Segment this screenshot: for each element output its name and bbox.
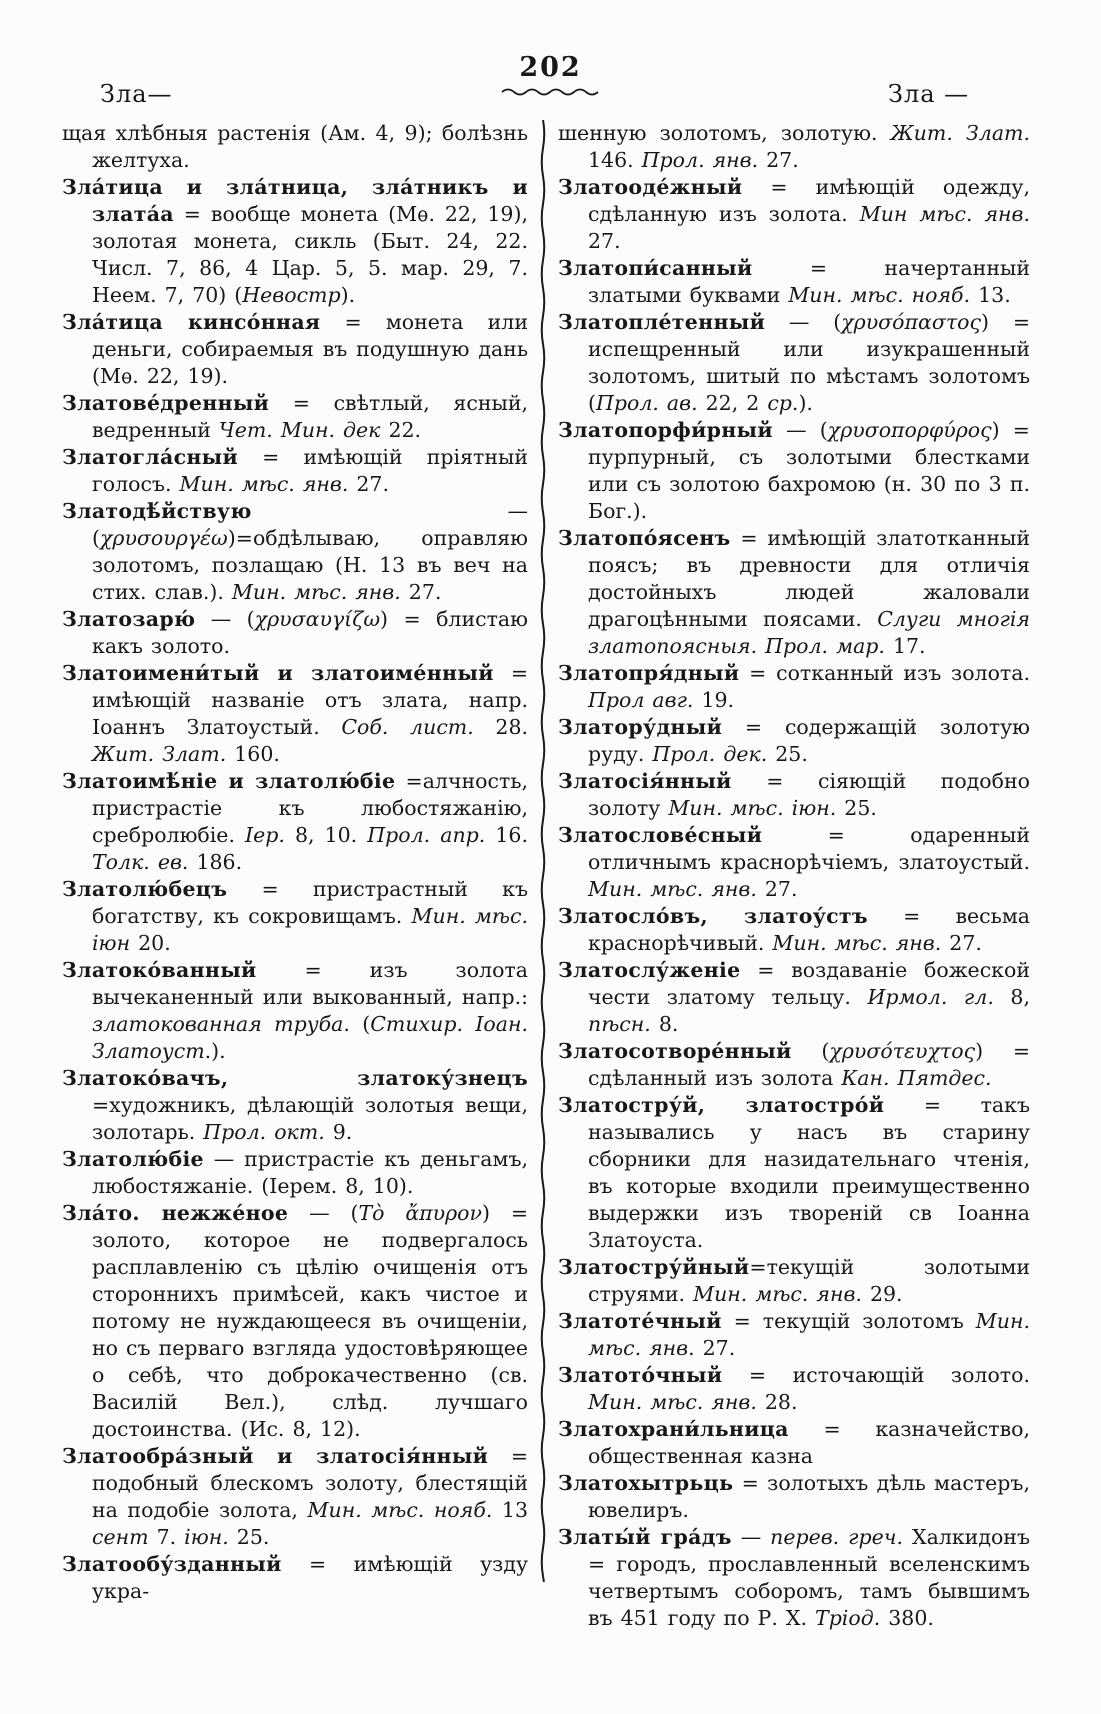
dictionary-entry — [558, 255, 1030, 309]
entry-text: 146. — [588, 148, 642, 172]
reference-text: Мин. мѣс. янв. — [231, 580, 401, 604]
entry-text: — ( — [288, 1201, 359, 1225]
entry-text: = содержащій золотую руду. — [588, 715, 1030, 766]
entry-text: = пристрастный къ богатству, къ сокровищамъ. — [92, 877, 528, 928]
dictionary-entry — [558, 417, 1030, 525]
reference-text: Мин. мѣс. янв. — [693, 1282, 862, 1306]
headword: Златоимѣ́ніе и златолю́біе — [62, 769, 396, 793]
entry-text: ) = испещренный или изукрашенный золотомъ, шитый по мѣстамъ золотомъ ( — [588, 310, 1030, 415]
entry-text: = такъ назывались у насъ въ старину сборники для назидательнаго чтенія, въ которые входили преимущественно выдержки изъ твореній св Іоанна Златоуста. — [588, 1093, 1030, 1252]
dictionary-entry — [558, 768, 1030, 822]
entry-text: — пристрастіе къ деньгамъ, любостяжаніе. (Іерем. 8, 10). — [92, 1147, 528, 1198]
dictionary-entry — [558, 1470, 1030, 1524]
greek-text: Τὸ ἄπυρον — [358, 1201, 482, 1225]
entry-text: = монета или деньги, собираемыя въ подушную дань (Мѳ. 22, 19). — [92, 310, 528, 388]
greek-text: χρυσαυγίζω — [254, 607, 381, 631]
entry-text: 380. — [880, 1606, 934, 1630]
headword: Златообра́зный и златосія́нный — [62, 1444, 489, 1468]
entry-text: 20. — [130, 931, 171, 955]
text-columns — [62, 120, 1030, 1632]
headword: Златопря́дный — [558, 661, 740, 685]
entry-text: = вообще монета (Мѳ. 22, 19), золотая монета, сикль (Быт. 24, 22. Числ. 7, 86, 4 Цар. 5, 5. мар. 29, 7. Неем. 7, 70) ( — [92, 202, 528, 307]
entry-text: =алчность, пристрастіе къ любостяжанію, сребролюбіе. — [92, 769, 529, 847]
right-column — [558, 120, 1030, 1632]
headword: Златостру́йный — [558, 1255, 750, 1279]
reference-text: Ирмол. гл. — [867, 985, 994, 1009]
entry-text: = сіяющій подобно золоту — [588, 769, 1030, 820]
entry-text: — ( — [92, 499, 528, 550]
entry-text: = воздаваніе божеской чести златому тельцу. — [588, 958, 1030, 1009]
entry-text: = имѣющій узду укра- — [92, 1552, 528, 1603]
dictionary-entry — [62, 957, 528, 1065]
entry-text: = подобный блескомъ золоту, блестящій на подобіе золота, — [92, 1444, 528, 1522]
reference-text: Жит. Злат. — [92, 742, 227, 766]
entry-text: ). — [340, 283, 356, 307]
reference-text: ср. — [767, 391, 799, 415]
greek-text: χρυσουργέω — [100, 526, 228, 550]
entry-text: = имѣющій пріятный голосъ. — [92, 445, 528, 496]
headword: Златодѣ́йствую — [62, 499, 252, 523]
reference-text: Кан. Пятдес. — [841, 1066, 992, 1090]
dictionary-entry — [62, 309, 528, 390]
reference-text: сент — [92, 1525, 149, 1549]
entry-text: = начертанный златыми буквами — [588, 256, 1030, 307]
reference-text: Прол. янв. — [641, 148, 759, 172]
reference-text: перев. греч. — [770, 1525, 904, 1549]
dictionary-entry — [62, 1551, 528, 1605]
entry-text: = весьма краснорѣчивый. — [588, 904, 1030, 955]
headword: Зла́тица и зла́тница, зла́тникъ и злата́а — [62, 175, 528, 226]
dictionary-entry — [558, 1362, 1030, 1416]
headword: Златопи́санный — [558, 256, 753, 280]
dictionary-entry — [558, 525, 1030, 660]
reference-text: Мин. мѣс. янв. — [179, 472, 349, 496]
dictionary-entry — [62, 444, 528, 498]
entry-text: =художникъ, дѣлающій золотыя вещи, золотарь. — [92, 1093, 528, 1144]
entry-text: 27. — [941, 931, 982, 955]
reference-text: мѣс. янв. — [588, 1336, 695, 1360]
greek-text: χρυσόπαστος — [841, 310, 981, 334]
entry-text: = одаренный отличнымъ краснорѣчіемъ, златоустый. — [588, 823, 1030, 874]
reference-text: Невостр — [242, 283, 341, 307]
entry-text: = имѣющій златотканный поясъ; въ древности для отличія достойныхъ людей жаловали драгоцѣнными поясами. — [588, 526, 1030, 631]
reference-text: Мин. — [975, 1309, 1030, 1333]
entry-text: щая хлѣбныя растенія (Ам. 4, 9); болѣзнь желтуха. — [62, 121, 528, 172]
entry-text: 13. — [970, 283, 1011, 307]
reference-text: Толк. ев. — [92, 850, 189, 874]
entry-text: 19. — [693, 688, 735, 712]
headword: Златору́дный — [558, 715, 723, 739]
headword: Златохытрьць — [558, 1471, 734, 1495]
running-head-right: Зла — — [888, 80, 970, 108]
entry-text: ( — [791, 1039, 830, 1063]
page-number: 202 — [519, 52, 582, 83]
entry-text: ) = золото, которое не подвергалось расплавленію съ цѣлію очищенія отъ стороннихъ примѣсей, какъ чистое и потому не нуждающееся въ очищеніи, но съ перваго взгляда удостовѣряющее о себѣ, что доброкачественно (св. Василій Вел.), слѣд. лучшаго достоинства. (Ис. 8, 12). — [92, 1201, 529, 1441]
entry-text: = казначейство, общественная казна — [588, 1417, 1030, 1468]
entry-text: — — [731, 1525, 771, 1549]
entry-text: 28. — [756, 1390, 798, 1414]
reference-text: Мин. мѣс. нояб. — [307, 1498, 493, 1522]
dictionary-entry — [558, 1416, 1030, 1470]
entry-text: =текущій золотыми струями. — [588, 1255, 1030, 1306]
headword: Златопорфи́рный — [558, 418, 773, 442]
dictionary-entry — [62, 174, 528, 309]
headword: Златозарю́ — [62, 607, 196, 631]
entry-continuation — [558, 120, 1030, 174]
entry-text: 160. — [226, 742, 280, 766]
headword: Златосотворе́нный — [558, 1039, 792, 1063]
reference-text: Мин. мѣс. янв. — [772, 931, 942, 955]
entry-text: Халкидонъ = городъ, прославленный вселенскимъ четвертымъ соборомъ, тамъ бывшимъ въ 451 году по Р. Х. — [588, 1525, 1030, 1630]
running-head-left: Зла— — [100, 80, 173, 108]
headword: Златоте́чный — [558, 1309, 722, 1333]
reference-text: Мин. мѣс. іюн. — [668, 796, 837, 820]
headword: Зла́то. нежже́ное — [62, 1201, 289, 1225]
dictionary-entry — [62, 1443, 528, 1551]
entry-text: 27. — [756, 877, 798, 901]
entry-text: = имѣющій одежду, сдѣланную изъ золота. — [588, 175, 1030, 226]
entry-text: 25. — [767, 742, 808, 766]
reference-text: Прол авг. — [588, 688, 694, 712]
entry-text: 8, 10. — [284, 823, 368, 847]
entry-text: 22. — [380, 418, 422, 442]
entry-text: 27. — [694, 1336, 736, 1360]
reference-text: Прол. окт. — [203, 1120, 325, 1144]
greek-text: χρυσότευχτος — [829, 1039, 976, 1063]
entry-text: . ( — [343, 1012, 371, 1036]
headword: Златогла́сный — [62, 445, 239, 469]
headword: Златооде́жный — [558, 175, 743, 199]
headword: Златослу́женіе — [558, 958, 741, 982]
entry-text: — ( — [772, 418, 828, 442]
reference-text: Мин. мѣс. іюн — [92, 904, 528, 955]
entry-text: 9. — [324, 1120, 353, 1144]
entry-text: 29. — [861, 1282, 903, 1306]
reference-text: Мин мѣс. янв. — [859, 202, 1030, 226]
dictionary-entry — [62, 606, 528, 660]
entry-text: )=обдѣлываю, оправляю золотомъ, позлащаю (Н. 13 въ веч на стих. слав.). — [92, 526, 528, 604]
headword: Златоко́ванный — [62, 958, 257, 982]
entry-text — [757, 634, 765, 658]
entry-text: — ( — [765, 310, 842, 334]
entry-text: 27. — [400, 580, 442, 604]
headword: Златопле́тенный — [558, 310, 766, 334]
dictionary-entry — [62, 768, 528, 876]
entry-text: = золотыхъ дѣль мастеръ, ювелиръ. — [588, 1471, 1030, 1522]
headword: Златото́чный — [558, 1363, 723, 1387]
dictionary-entry — [558, 1524, 1030, 1632]
entry-text: 8, — [993, 985, 1030, 1009]
column-divider-line — [538, 120, 548, 1582]
headword: Златосло́въ, златоу́стъ — [558, 904, 868, 928]
entry-continuation — [62, 120, 528, 174]
headword: Златослове́сный — [558, 823, 763, 847]
reference-text: Чет. Мин. дек — [218, 418, 381, 442]
entry-text: ) = блистаю какъ золото. — [92, 607, 528, 658]
headword: Златохрани́льница — [558, 1417, 789, 1441]
column-divider-path — [542, 120, 545, 1582]
dictionary-entry — [558, 174, 1030, 255]
reference-text: Соб. лист. — [341, 715, 474, 739]
entry-text: 25. — [836, 796, 877, 820]
headword: Златоко́вачъ, златоку́знецъ — [62, 1066, 528, 1090]
entry-text: — ( — [195, 607, 255, 631]
dictionary-entry — [558, 1308, 1030, 1362]
reference-text: златокованная труба — [92, 1012, 344, 1036]
entry-text: 27. — [588, 229, 621, 253]
headword: Златостру́й, златостро́й — [558, 1093, 885, 1117]
dictionary-entry — [62, 1200, 528, 1443]
reference-text: Іер. — [245, 823, 285, 847]
entry-text: ). — [798, 391, 813, 415]
dictionary-entry — [62, 1065, 528, 1146]
entry-text: ) = пурпурный, съ золотыми блестками или съ золотою бахромою (н. 30 по 3 п. Бог.). — [588, 418, 1030, 523]
entry-text: 16. — [485, 823, 528, 847]
reference-text: Мин. мѣс. нояб. — [788, 283, 971, 307]
entry-text: = имѣющій названіе отъ злата, напр. Іоаннъ Златоустый. — [92, 661, 528, 739]
reference-text: Прол. ав. — [596, 391, 698, 415]
entry-text: = свѣтлый, ясный, ведренный — [92, 391, 528, 442]
reference-text: Слуги многія златопоясныя. — [588, 607, 1030, 658]
dictionary-entry — [62, 876, 528, 957]
dictionary-entry — [558, 309, 1030, 417]
dictionary-entry — [558, 1038, 1030, 1092]
entry-text: 22, 2 — [697, 391, 768, 415]
headword: Златове́дренный — [62, 391, 270, 415]
reference-text: Мин. мѣс. янв. — [588, 1390, 757, 1414]
headword: Златосія́нный — [558, 769, 732, 793]
reference-text: Стихир. Іоан. Златоуст — [92, 1012, 529, 1063]
entry-text: 186. — [188, 850, 243, 874]
reference-text: Жит. Злат. — [890, 121, 1030, 145]
entry-text: 27. — [348, 472, 389, 496]
entry-text: = изъ золота вычеканенный или выкованный, напр.: — [92, 958, 528, 1009]
entry-text: 8. — [650, 1012, 679, 1036]
dictionary-entry — [62, 660, 528, 768]
reference-text: Прол. мар. — [765, 634, 885, 658]
entry-text: 7. — [148, 1525, 185, 1549]
reference-text: Тріод. — [815, 1606, 881, 1630]
headword: Златолю́біе — [62, 1147, 204, 1171]
dictionary-entry — [558, 714, 1030, 768]
headword: Златоимени́тый и златоиме́нный — [62, 661, 494, 685]
greek-text: χρυσοπορφύρος — [827, 418, 992, 442]
headword: Зла́тица кинсо́нная — [62, 310, 321, 334]
left-column — [62, 120, 528, 1632]
entry-text: 13 — [492, 1498, 528, 1522]
entry-text: 17. — [884, 634, 926, 658]
dictionary-entry — [558, 957, 1030, 1038]
entry-text: .). — [204, 1039, 226, 1063]
entry-text: = источающій золото. — [722, 1363, 1030, 1387]
headword: Златы́й гра́дъ — [558, 1525, 732, 1549]
reference-text: Прол. апр. — [367, 823, 486, 847]
dictionary-entry — [558, 1092, 1030, 1254]
entry-text: 27. — [758, 148, 799, 172]
entry-text: = текущій золотомъ — [721, 1309, 976, 1333]
column-divider — [528, 120, 558, 1632]
reference-text: пѣсн. — [588, 1012, 651, 1036]
entry-text: ) = сдѣланный изъ золота — [588, 1039, 1030, 1090]
dictionary-entry — [558, 660, 1030, 714]
reference-text: Прол. дек. — [652, 742, 768, 766]
dictionary-entry — [558, 903, 1030, 957]
reference-text: Мин. мѣс. янв. — [588, 877, 757, 901]
entry-text: 28. — [473, 715, 528, 739]
reference-text: іюн. — [184, 1525, 229, 1549]
dictionary-entry — [62, 498, 528, 606]
dictionary-entry — [62, 390, 528, 444]
dictionary-entry — [558, 822, 1030, 903]
entry-text: = сотканный изъ золота. — [739, 661, 1030, 685]
headword: Златообу́зданный — [62, 1552, 282, 1576]
entry-text: 25. — [228, 1525, 270, 1549]
page-number-flourish — [500, 84, 600, 98]
entry-text: шенную золотомъ, золотую. — [558, 121, 891, 145]
dictionary-entry — [558, 1254, 1030, 1308]
headword: Златолю́бецъ — [62, 877, 228, 901]
headword: Златопо́ясенъ — [558, 526, 731, 550]
dictionary-entry — [62, 1146, 528, 1200]
